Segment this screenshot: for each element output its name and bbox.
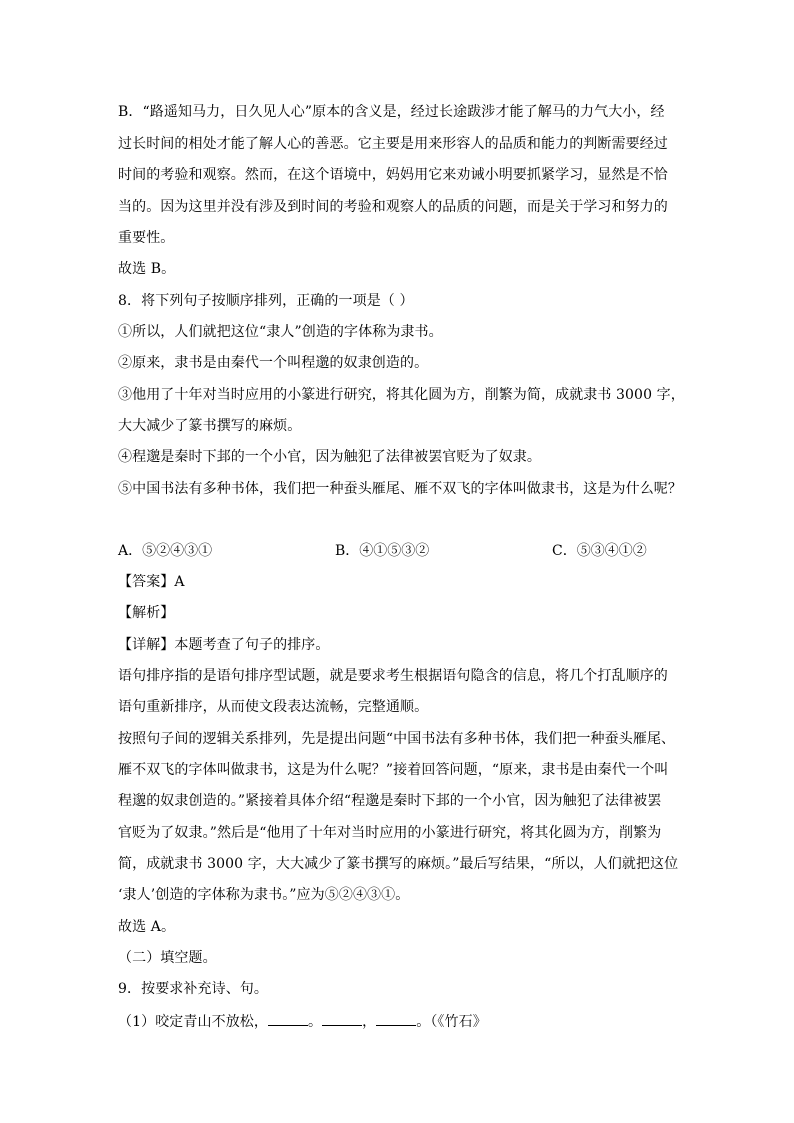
detail-line: 【详解】本题考查了句子的排序。 [118,637,330,653]
sentence-3: ③他用了十年对当时应用的小篆进行研究，将其化圆为方，削繁为简，成就隶书 3000 字， [118,387,685,403]
option-b: B．④①⑤③② [335,543,430,559]
text-line: B．“路遥知马力，日久见人心”原本的含义是，经过长途跋涉才能了解马的力气大小，经 [118,104,665,120]
question-8-stem: 8．将下列句子按顺序排列，正确的一项是（ ） [118,293,414,309]
punct: 。 [308,1014,323,1030]
text-line: 按照句子间的逻辑关系排列，先是提出问题“中国书法有多种书体，我们把一种蚕头雁尾、 [118,731,676,747]
sentence-2: ②原来，隶书是由秦代一个叫程邈的奴隶创造的。 [118,355,429,371]
text-line: 语句排序指的是语句排序型试题，就是要求考生根据语句隐含的信息，将几个打乱顺序的 [118,668,668,684]
fill-blank[interactable] [376,1011,416,1026]
option-c: C．⑤③④①② [552,543,647,559]
question-9-stem: 9．按要求补充诗、句。 [118,981,269,997]
sentence-4: ④程邈是秦时下邽的一个小官，因为触犯了法律被罢官贬为了奴隶。 [118,449,541,465]
sentence-1: ①所以，人们就把这位“隶人”创造的字体称为隶书。 [118,324,443,340]
text-line: 过长时间的相处才能了解人心的善恶。它主要是用来形容人的品质和能力的判断需要经过 [118,136,668,152]
punct: ， [362,1014,377,1030]
sentence-5: ⑤中国书法有多种书体，我们把一种蚕头雁尾、雁不双飞的字体叫做隶书，这是为什么呢？ [118,481,682,497]
text-line: 官贬为了奴隶。”然后是“他用了十年对当时应用的小篆进行研究，将其化圆为方，削繁为 [118,825,662,841]
poem-prefix: （1）咬定青山不放松， [118,1014,269,1030]
question-9-1 [118,1011,487,1031]
poem-suffix: 。（《竹石》 [416,1014,487,1030]
text-line: 程邈的奴隶创造的。”紧接着具体介绍“程邈是秦时下邽的一个小官，因为触犯了法律被罢 [118,793,662,809]
text-line: 时间的考验和观察。然而，在这个语境中，妈妈用它来劝诫小明要抓紧学习，显然是不恰 [118,167,668,183]
option-a: A．⑤②④③① [118,543,213,559]
fill-blank[interactable] [322,1011,362,1026]
text-line: 简，成就隶书 3000 字，大大减少了篆书撰写的麻烦。”最后写结果，“所以，人们就把这位 [118,856,679,872]
text-line: 雁不双飞的字体叫做隶书，这是为什么呢？”接着回答问题，“原来，隶书是由秦代一个叫 [118,762,669,778]
text-line: 重要性。 [118,230,175,246]
text-line: 故选 B。 [118,261,176,277]
analysis-heading: 【解析】 [118,605,175,621]
text-line: 当的。因为这里并没有涉及到时间的考验和观察人的品质的问题，而是关于学习和努力的 [118,199,668,215]
fill-blank[interactable] [268,1011,308,1026]
text-line: ‘隶人’创造的字体称为隶书。”应为⑤②④③①。 [118,887,410,903]
text-line: 语句重新排序，从而使文段表达流畅，完整通顺。 [118,699,429,715]
text-line: 故选 A。 [118,919,176,935]
sentence-3-cont: 大大减少了篆书撰写的麻烦。 [118,418,302,434]
answer-line: 【答案】A [118,574,185,590]
section-heading: （二）填空题。 [118,950,217,966]
